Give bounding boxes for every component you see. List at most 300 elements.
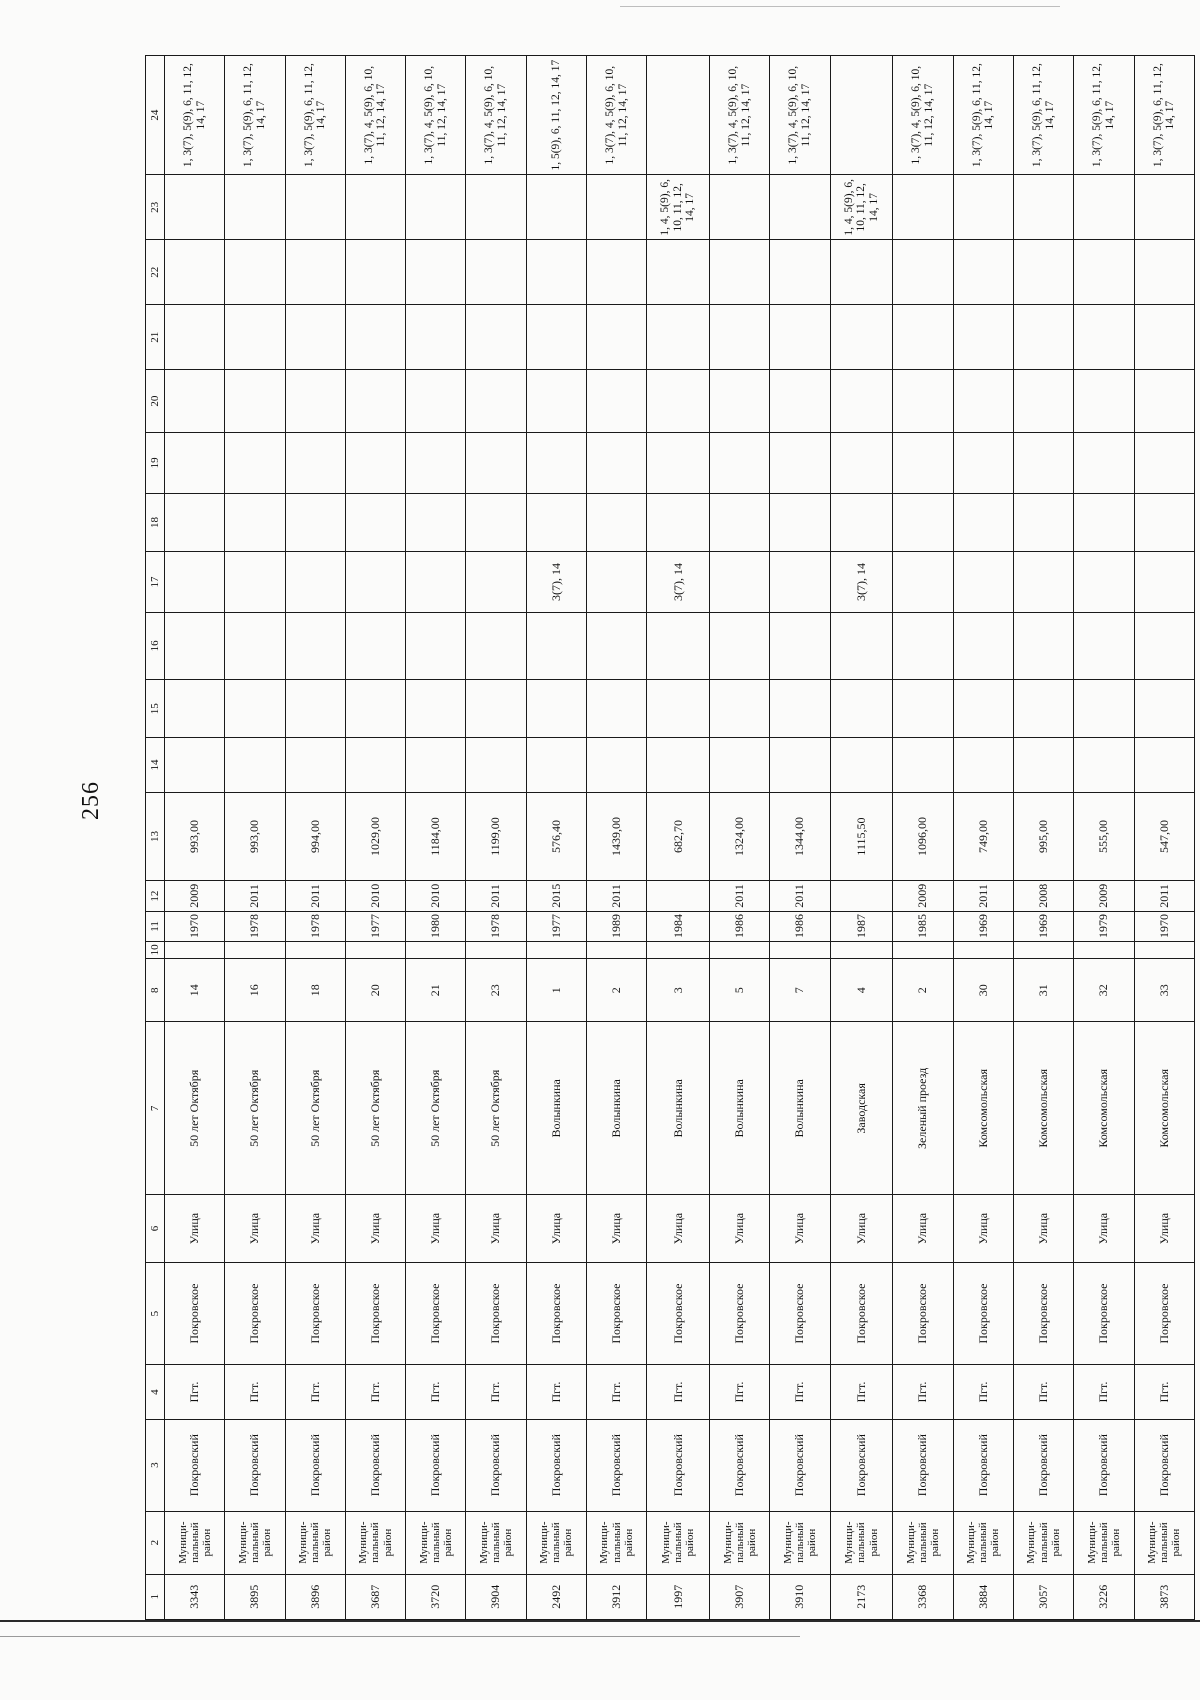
cell-c20 xyxy=(893,370,953,433)
cell-c14 xyxy=(830,738,893,792)
cell-c1: 3912 xyxy=(586,1574,646,1619)
cell-c10 xyxy=(647,942,710,959)
cell-c21 xyxy=(830,305,893,370)
cell-c23 xyxy=(1013,175,1073,240)
cell-c22 xyxy=(1134,240,1194,305)
cell-c6: Улица xyxy=(526,1195,586,1262)
cell-c5: Покровское xyxy=(466,1262,526,1365)
cell-c6: Улица xyxy=(893,1195,953,1262)
cell-c15 xyxy=(1134,679,1194,737)
cell-c11: 1978 xyxy=(225,911,285,941)
cell-c13: 1096,00 xyxy=(893,792,953,881)
cell-c3: Покровский xyxy=(893,1419,953,1511)
rotated-table-container xyxy=(145,55,1195,1620)
cell-c6: Улица xyxy=(406,1195,466,1262)
cell-c2: Муници-пальный район xyxy=(647,1511,710,1574)
cell-c18 xyxy=(1013,493,1073,551)
cell-c12: 2015 xyxy=(526,881,586,911)
cell-c7: Волынкина xyxy=(647,1022,710,1195)
table-row xyxy=(1013,56,1073,1620)
cell-c5: Покровское xyxy=(953,1262,1013,1365)
cell-c23 xyxy=(1074,175,1134,240)
cell-c11: 1987 xyxy=(830,911,893,941)
cell-c22 xyxy=(1074,240,1134,305)
cell-c22 xyxy=(345,240,405,305)
cell-c19 xyxy=(285,433,345,494)
cell-c6: Улица xyxy=(345,1195,405,1262)
cell-c18 xyxy=(586,493,646,551)
cell-c14 xyxy=(893,738,953,792)
cell-c23 xyxy=(285,175,345,240)
cell-c1: 3687 xyxy=(345,1574,405,1619)
column-header: 23 xyxy=(146,175,165,240)
cell-c12: 2011 xyxy=(1134,881,1194,911)
cell-c4: Пгт. xyxy=(225,1365,285,1419)
cell-c13: 1115,50 xyxy=(830,792,893,881)
cell-c10 xyxy=(1074,942,1134,959)
cell-c21 xyxy=(285,305,345,370)
cell-c13: 1439,00 xyxy=(586,792,646,881)
cell-c18 xyxy=(710,493,770,551)
cell-c16 xyxy=(225,612,285,679)
cell-c7: Комсомольская xyxy=(1013,1022,1073,1195)
cell-c10 xyxy=(406,942,466,959)
column-header: 14 xyxy=(146,738,165,792)
cell-c14 xyxy=(406,738,466,792)
cell-c8: 5 xyxy=(710,959,770,1022)
cell-c4: Пгт. xyxy=(893,1365,953,1419)
cell-c6: Улица xyxy=(770,1195,830,1262)
column-header: 15 xyxy=(146,679,165,737)
cell-c10 xyxy=(893,942,953,959)
table-row xyxy=(165,56,225,1620)
cell-c22 xyxy=(647,240,710,305)
cell-c13: 682,70 xyxy=(647,792,710,881)
cell-c13: 995,00 xyxy=(1013,792,1073,881)
cell-c22 xyxy=(406,240,466,305)
table-row xyxy=(345,56,405,1620)
cell-c2: Муници-пальный район xyxy=(526,1511,586,1574)
cell-c17 xyxy=(586,552,646,613)
cell-c10 xyxy=(165,942,225,959)
cell-c7: Волынкина xyxy=(586,1022,646,1195)
cell-c7: Комсомольская xyxy=(953,1022,1013,1195)
cell-c24: 1, 3(7), 4, 5(9), 6, 10, 11, 12, 14, 17 xyxy=(710,56,770,175)
cell-c2: Муници-пальный район xyxy=(1134,1511,1194,1574)
cell-c7: 50 лет Октября xyxy=(466,1022,526,1195)
cell-c20 xyxy=(647,370,710,433)
cell-c8: 2 xyxy=(893,959,953,1022)
cell-c21 xyxy=(770,305,830,370)
cell-c22 xyxy=(770,240,830,305)
cell-c6: Улица xyxy=(1013,1195,1073,1262)
cell-c13: 749,00 xyxy=(953,792,1013,881)
cell-c1: 3910 xyxy=(770,1574,830,1619)
cell-c11: 1969 xyxy=(1013,911,1073,941)
cell-c14 xyxy=(285,738,345,792)
cell-c6: Улица xyxy=(225,1195,285,1262)
cell-c12 xyxy=(647,881,710,911)
cell-c22 xyxy=(466,240,526,305)
cell-c15 xyxy=(586,679,646,737)
cell-c2: Муници-пальный район xyxy=(285,1511,345,1574)
cell-c14 xyxy=(710,738,770,792)
cell-c10 xyxy=(710,942,770,959)
cell-c19 xyxy=(1134,433,1194,494)
cell-c23: 1, 4, 5(9), 6, 10, 11, 12, 14, 17 xyxy=(647,175,710,240)
cell-c12: 2011 xyxy=(710,881,770,911)
column-header: 20 xyxy=(146,370,165,433)
cell-c12 xyxy=(830,881,893,911)
cell-c4: Пгт. xyxy=(710,1365,770,1419)
cell-c7: 50 лет Октября xyxy=(165,1022,225,1195)
cell-c18 xyxy=(647,493,710,551)
cell-c1: 3057 xyxy=(1013,1574,1073,1619)
cell-c7: 50 лет Октября xyxy=(406,1022,466,1195)
cell-c8: 14 xyxy=(165,959,225,1022)
table-row xyxy=(526,56,586,1620)
column-header: 11 xyxy=(146,911,165,941)
table-row xyxy=(406,56,466,1620)
cell-c24: 1, 3(7), 4, 5(9), 6, 10, 11, 12, 14, 17 xyxy=(345,56,405,175)
cell-c8: 16 xyxy=(225,959,285,1022)
cell-c19 xyxy=(953,433,1013,494)
cell-c22 xyxy=(893,240,953,305)
cell-c1: 3896 xyxy=(285,1574,345,1619)
cell-c7: Волынкина xyxy=(526,1022,586,1195)
cell-c6: Улица xyxy=(647,1195,710,1262)
cell-c17 xyxy=(225,552,285,613)
cell-c15 xyxy=(647,679,710,737)
cell-c21 xyxy=(953,305,1013,370)
column-header: 24 xyxy=(146,56,165,175)
cell-c4: Пгт. xyxy=(1013,1365,1073,1419)
cell-c17 xyxy=(893,552,953,613)
cell-c7: 50 лет Октября xyxy=(345,1022,405,1195)
cell-c17 xyxy=(345,552,405,613)
cell-c19 xyxy=(1013,433,1073,494)
cell-c16 xyxy=(770,612,830,679)
cell-c19 xyxy=(466,433,526,494)
cell-c22 xyxy=(285,240,345,305)
cell-c12: 2011 xyxy=(586,881,646,911)
cell-c8: 3 xyxy=(647,959,710,1022)
cell-c17 xyxy=(770,552,830,613)
table-row xyxy=(285,56,345,1620)
cell-c8: 20 xyxy=(345,959,405,1022)
cell-c23 xyxy=(953,175,1013,240)
cell-c23 xyxy=(225,175,285,240)
cell-c16 xyxy=(345,612,405,679)
cell-c17 xyxy=(285,552,345,613)
cell-c23 xyxy=(710,175,770,240)
cell-c11: 1979 xyxy=(1074,911,1134,941)
cell-c12: 2011 xyxy=(953,881,1013,911)
cell-c18 xyxy=(466,493,526,551)
cell-c11: 1977 xyxy=(345,911,405,941)
cell-c20 xyxy=(710,370,770,433)
cell-c6: Улица xyxy=(586,1195,646,1262)
cell-c13: 576,40 xyxy=(526,792,586,881)
cell-c2: Муници-пальный район xyxy=(345,1511,405,1574)
cell-c1: 3368 xyxy=(893,1574,953,1619)
column-header: 16 xyxy=(146,612,165,679)
cell-c19 xyxy=(345,433,405,494)
cell-c5: Покровское xyxy=(406,1262,466,1365)
page-number: 256 xyxy=(78,781,104,820)
cell-c4: Пгт. xyxy=(165,1365,225,1419)
cell-c10 xyxy=(1013,942,1073,959)
cell-c1: 3895 xyxy=(225,1574,285,1619)
cell-c15 xyxy=(1013,679,1073,737)
cell-c18 xyxy=(953,493,1013,551)
cell-c1: 3226 xyxy=(1074,1574,1134,1619)
cell-c8: 2 xyxy=(586,959,646,1022)
cell-c10 xyxy=(586,942,646,959)
column-header: 6 xyxy=(146,1195,165,1262)
cell-c3: Покровский xyxy=(466,1419,526,1511)
cell-c16 xyxy=(1074,612,1134,679)
cell-c12: 2009 xyxy=(165,881,225,911)
cell-c10 xyxy=(285,942,345,959)
cell-c2: Муници-пальный район xyxy=(1013,1511,1073,1574)
cell-c19 xyxy=(770,433,830,494)
cell-c24: 1, 3(7), 5(9), 6, 11, 12, 14, 17 xyxy=(165,56,225,175)
cell-c16 xyxy=(165,612,225,679)
cell-c5: Покровское xyxy=(893,1262,953,1365)
cell-c4: Пгт. xyxy=(1074,1365,1134,1419)
cell-c21 xyxy=(1134,305,1194,370)
column-header: 21 xyxy=(146,305,165,370)
cell-c15 xyxy=(893,679,953,737)
cell-c11: 1980 xyxy=(406,911,466,941)
cell-c3: Покровский xyxy=(1074,1419,1134,1511)
cell-c8: 30 xyxy=(953,959,1013,1022)
cell-c3: Покровский xyxy=(1134,1419,1194,1511)
cell-c11: 1978 xyxy=(466,911,526,941)
cell-c8: 4 xyxy=(830,959,893,1022)
cell-c14 xyxy=(165,738,225,792)
cell-c5: Покровское xyxy=(285,1262,345,1365)
cell-c19 xyxy=(710,433,770,494)
cell-c12: 2009 xyxy=(893,881,953,911)
cell-c16 xyxy=(647,612,710,679)
cell-c14 xyxy=(466,738,526,792)
cell-c2: Муници-пальный район xyxy=(1074,1511,1134,1574)
scan-artifact-line xyxy=(0,1620,1200,1622)
scan-artifact-line xyxy=(620,6,1060,7)
cell-c8: 23 xyxy=(466,959,526,1022)
cell-c2: Муници-пальный район xyxy=(953,1511,1013,1574)
cell-c15 xyxy=(225,679,285,737)
cell-c10 xyxy=(526,942,586,959)
cell-c11: 1984 xyxy=(647,911,710,941)
cell-c22 xyxy=(165,240,225,305)
cell-c15 xyxy=(830,679,893,737)
cell-c4: Пгт. xyxy=(1134,1365,1194,1419)
cell-c18 xyxy=(770,493,830,551)
cell-c20 xyxy=(466,370,526,433)
cell-c14 xyxy=(647,738,710,792)
cell-c23 xyxy=(1134,175,1194,240)
cell-c13: 547,00 xyxy=(1134,792,1194,881)
cell-c5: Покровское xyxy=(1013,1262,1073,1365)
cell-c5: Покровское xyxy=(647,1262,710,1365)
cell-c8: 32 xyxy=(1074,959,1134,1022)
cell-c11: 1969 xyxy=(953,911,1013,941)
cell-c4: Пгт. xyxy=(526,1365,586,1419)
cell-c20 xyxy=(285,370,345,433)
cell-c16 xyxy=(953,612,1013,679)
cell-c23 xyxy=(345,175,405,240)
cell-c13: 1199,00 xyxy=(466,792,526,881)
table-row xyxy=(770,56,830,1620)
cell-c24: 1, 3(7), 4, 5(9), 6, 10, 11, 12, 14, 17 xyxy=(586,56,646,175)
cell-c21 xyxy=(710,305,770,370)
cell-c2: Муници-пальный район xyxy=(893,1511,953,1574)
cell-c2: Муници-пальный район xyxy=(586,1511,646,1574)
cell-c23 xyxy=(526,175,586,240)
cell-c1: 3343 xyxy=(165,1574,225,1619)
cell-c23 xyxy=(586,175,646,240)
cell-c19 xyxy=(526,433,586,494)
cell-c20 xyxy=(1134,370,1194,433)
cell-c3: Покровский xyxy=(953,1419,1013,1511)
cell-c15 xyxy=(953,679,1013,737)
cell-c4: Пгт. xyxy=(345,1365,405,1419)
cell-c17 xyxy=(1134,552,1194,613)
cell-c15 xyxy=(285,679,345,737)
cell-c6: Улица xyxy=(165,1195,225,1262)
column-header: 22 xyxy=(146,240,165,305)
cell-c22 xyxy=(526,240,586,305)
cell-c8: 31 xyxy=(1013,959,1073,1022)
cell-c20 xyxy=(830,370,893,433)
cell-c17 xyxy=(953,552,1013,613)
cell-c2: Муници-пальный район xyxy=(770,1511,830,1574)
cell-c21 xyxy=(466,305,526,370)
cell-c4: Пгт. xyxy=(953,1365,1013,1419)
cell-c2: Муници-пальный район xyxy=(406,1511,466,1574)
cell-c10 xyxy=(1134,942,1194,959)
cell-c15 xyxy=(165,679,225,737)
cell-c15 xyxy=(526,679,586,737)
cell-c1: 1997 xyxy=(647,1574,710,1619)
cell-c18 xyxy=(345,493,405,551)
cell-c4: Пгт. xyxy=(285,1365,345,1419)
cell-c24: 1, 3(7), 5(9), 6, 11, 12, 14, 17 xyxy=(953,56,1013,175)
cell-c1: 3884 xyxy=(953,1574,1013,1619)
cell-c19 xyxy=(647,433,710,494)
cell-c10 xyxy=(953,942,1013,959)
cell-c14 xyxy=(1013,738,1073,792)
cell-c7: Комсомольская xyxy=(1134,1022,1194,1195)
cell-c1: 3873 xyxy=(1134,1574,1194,1619)
cell-c12: 2011 xyxy=(225,881,285,911)
cell-c22 xyxy=(225,240,285,305)
cell-c14 xyxy=(1074,738,1134,792)
cell-c6: Улица xyxy=(953,1195,1013,1262)
cell-c16 xyxy=(285,612,345,679)
column-header: 10 xyxy=(146,942,165,959)
cell-c19 xyxy=(893,433,953,494)
cell-c15 xyxy=(466,679,526,737)
cell-c24: 1, 3(7), 5(9), 6, 11, 12, 14, 17 xyxy=(1013,56,1073,175)
cell-c16 xyxy=(406,612,466,679)
housing-register-table xyxy=(145,55,1195,1620)
cell-c13: 994,00 xyxy=(285,792,345,881)
cell-c18 xyxy=(526,493,586,551)
cell-c2: Муници-пальный район xyxy=(466,1511,526,1574)
cell-c11: 1978 xyxy=(285,911,345,941)
cell-c24: 1, 3(7), 4, 5(9), 6, 10, 11, 12, 14, 17 xyxy=(770,56,830,175)
cell-c3: Покровский xyxy=(770,1419,830,1511)
cell-c21 xyxy=(1013,305,1073,370)
cell-c11: 1970 xyxy=(1134,911,1194,941)
cell-c23 xyxy=(893,175,953,240)
cell-c16 xyxy=(586,612,646,679)
cell-c17 xyxy=(165,552,225,613)
cell-c18 xyxy=(225,493,285,551)
cell-c10 xyxy=(466,942,526,959)
cell-c21 xyxy=(893,305,953,370)
cell-c17 xyxy=(710,552,770,613)
cell-c21 xyxy=(647,305,710,370)
cell-c11: 1989 xyxy=(586,911,646,941)
cell-c7: Заводская xyxy=(830,1022,893,1195)
cell-c6: Улица xyxy=(466,1195,526,1262)
cell-c21 xyxy=(1074,305,1134,370)
cell-c13: 1184,00 xyxy=(406,792,466,881)
cell-c24: 1, 3(7), 5(9), 6, 11, 12, 14, 17 xyxy=(285,56,345,175)
cell-c12: 2011 xyxy=(770,881,830,911)
cell-c23: 1, 4, 5(9), 6, 10, 11, 12, 14, 17 xyxy=(830,175,893,240)
table-row xyxy=(830,56,893,1620)
cell-c2: Муници-пальный район xyxy=(830,1511,893,1574)
cell-c5: Покровское xyxy=(830,1262,893,1365)
cell-c7: Зеленый проезд xyxy=(893,1022,953,1195)
cell-c23 xyxy=(770,175,830,240)
cell-c10 xyxy=(345,942,405,959)
cell-c10 xyxy=(830,942,893,959)
cell-c4: Пгт. xyxy=(406,1365,466,1419)
cell-c20 xyxy=(345,370,405,433)
cell-c24: 1, 3(7), 4, 5(9), 6, 10, 11, 12, 14, 17 xyxy=(466,56,526,175)
cell-c14 xyxy=(770,738,830,792)
column-header: 2 xyxy=(146,1511,165,1574)
cell-c19 xyxy=(165,433,225,494)
cell-c15 xyxy=(345,679,405,737)
table-row xyxy=(953,56,1013,1620)
cell-c3: Покровский xyxy=(1013,1419,1073,1511)
cell-c20 xyxy=(225,370,285,433)
cell-c20 xyxy=(1074,370,1134,433)
cell-c10 xyxy=(770,942,830,959)
cell-c2: Муници-пальный район xyxy=(225,1511,285,1574)
cell-c15 xyxy=(710,679,770,737)
cell-c16 xyxy=(526,612,586,679)
cell-c7: 50 лет Октября xyxy=(225,1022,285,1195)
cell-c3: Покровский xyxy=(225,1419,285,1511)
cell-c13: 1324,00 xyxy=(710,792,770,881)
cell-c5: Покровское xyxy=(526,1262,586,1365)
cell-c3: Покровский xyxy=(586,1419,646,1511)
cell-c4: Пгт. xyxy=(586,1365,646,1419)
cell-c4: Пгт. xyxy=(830,1365,893,1419)
cell-c3: Покровский xyxy=(406,1419,466,1511)
column-header: 12 xyxy=(146,881,165,911)
cell-c16 xyxy=(1013,612,1073,679)
